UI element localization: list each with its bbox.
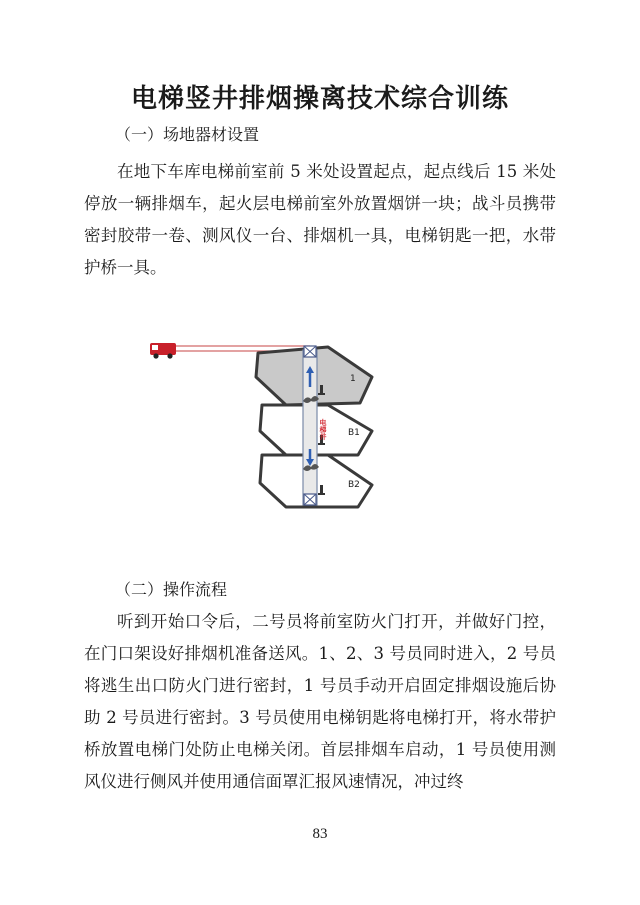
floor-label-b1: B1 [348, 428, 360, 438]
elevator-shaft-diagram [140, 325, 380, 525]
shaft-label: 电梯井 [319, 419, 327, 440]
section-heading-site-setup: （一）场地器材设置 [115, 125, 260, 144]
paragraph-procedure: 听到开始口令后，二号员将前室防火门打开，并做好门控，在门口架设好排烟机准备送风。1、2、3 号员同时进入，2 号员将逃生出口防火门进行密封，1 号员手动开启固定排烟设施后协助 2 号员进行密封。3 号员使用电梯钥匙将电梯打开，将水带护桥放置电梯门处防止电梯关闭。首层排烟车启动，1 号员使用测风仪进行侧风并使用通信面罩汇报风速情况，冲过终 [84, 612, 556, 791]
diagram-svg [140, 325, 380, 525]
fire-truck-icon [150, 343, 176, 359]
floor-label-b2: B2 [348, 480, 360, 490]
page-number: 83 [312, 826, 328, 842]
page-title: 电梯竖井排烟操离技术综合训练 [130, 84, 509, 114]
floor-label-1: 1 [350, 374, 356, 384]
paragraph-site-setup: 在地下车库电梯前室前 5 米处设置起点，起点线后 15 米处停放一辆排烟车，起火层电梯前室外放置烟饼一块；战斗员携带密封胶带一卷、测风仪一台、排烟机一具，电梯钥匙一把，水带护桥一具。 [84, 162, 556, 277]
section-heading-procedure: （二）操作流程 [115, 580, 228, 599]
